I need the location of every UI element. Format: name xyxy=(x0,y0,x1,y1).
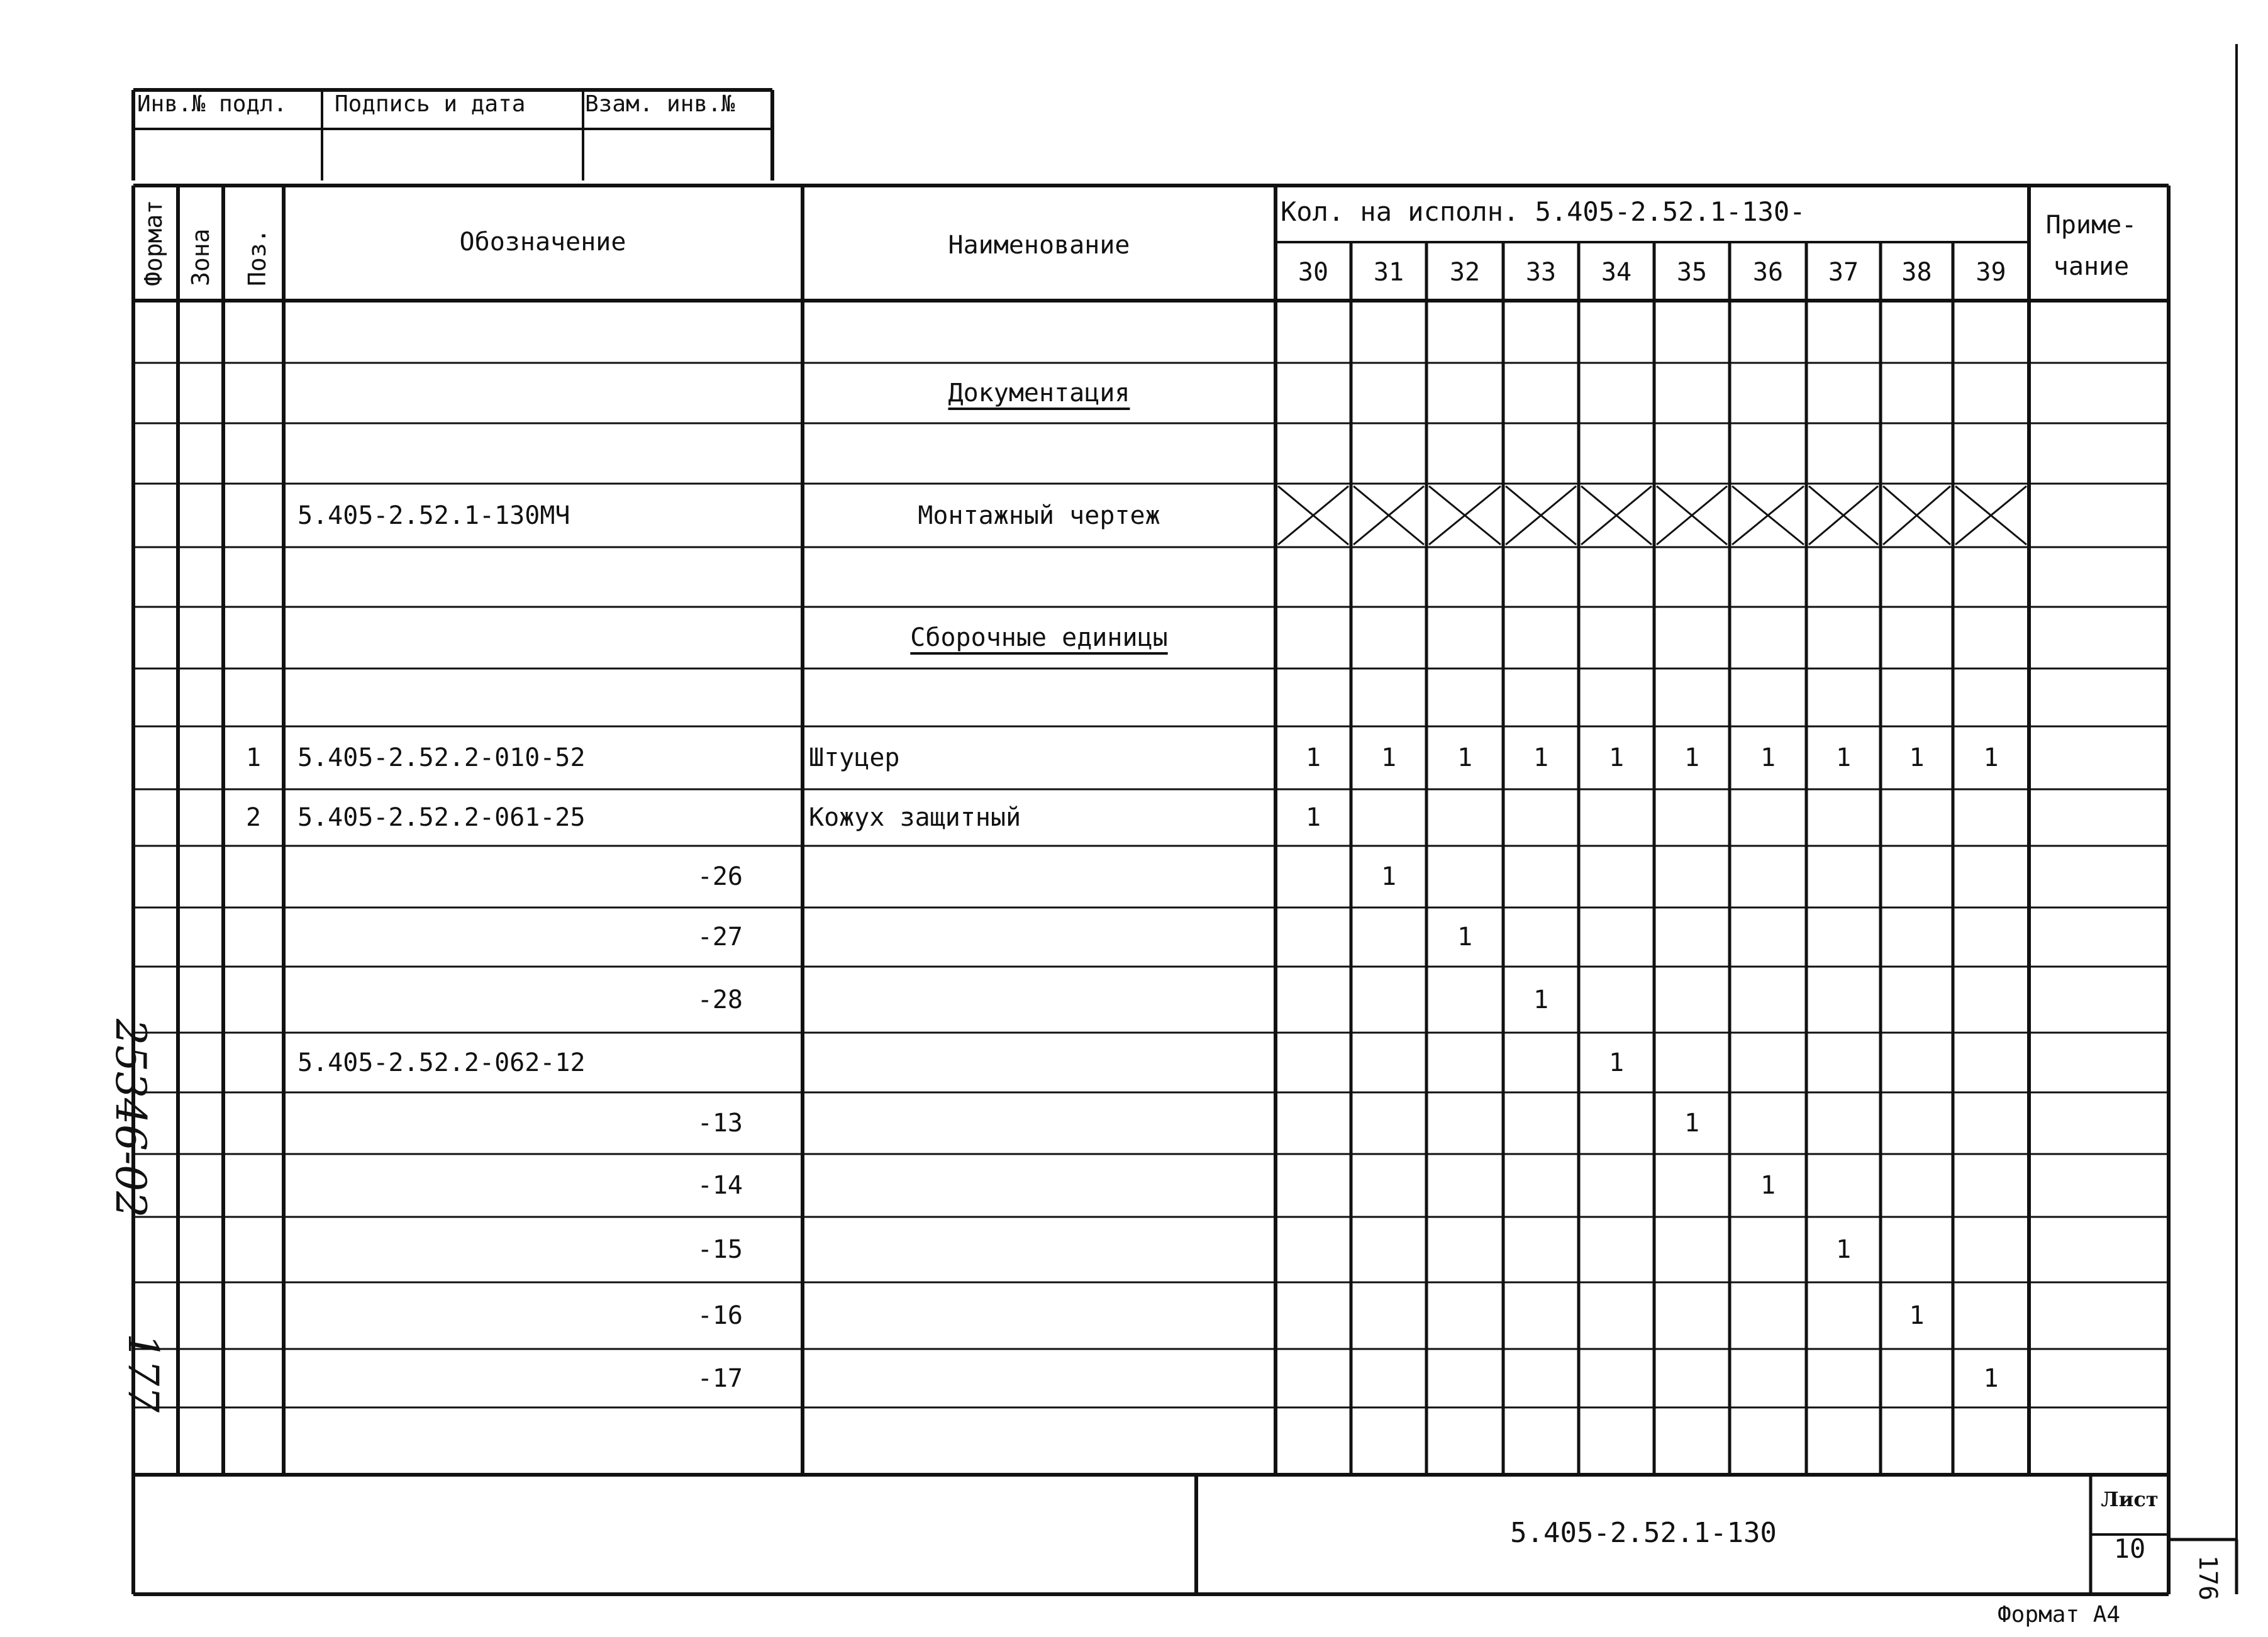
row-designation: -14 xyxy=(697,1171,743,1200)
header-note-line2: чание xyxy=(2053,252,2130,281)
qty-cell: 1 xyxy=(1381,743,1397,772)
qty-cell: 1 xyxy=(1983,1363,1999,1393)
qty-cell: 1 xyxy=(1305,743,1321,772)
qty-cell: 1 xyxy=(1760,743,1776,772)
page-stamp-number: 176 xyxy=(2193,1555,2222,1601)
qty-cell: 1 xyxy=(1909,1301,1925,1330)
qty-cell: 1 xyxy=(1983,743,1999,772)
qty-cell: 1 xyxy=(1909,743,1925,772)
row-designation: -17 xyxy=(697,1363,743,1393)
row-designation: -15 xyxy=(697,1235,743,1264)
stamp-header-replace: Взам. инв.№ xyxy=(585,91,735,117)
header-format: Формат xyxy=(140,199,167,286)
row-designation: -16 xyxy=(697,1301,743,1330)
row-designation: -27 xyxy=(697,923,743,952)
variant-header-39: 39 xyxy=(1976,258,2006,287)
qty-cell: 1 xyxy=(1457,923,1473,952)
sheet-number: 10 xyxy=(2113,1533,2146,1564)
header-name: Наименование xyxy=(948,231,1130,260)
variant-header-36: 36 xyxy=(1752,258,1784,287)
row-designation: 5.405-2.52.2-010-52 xyxy=(297,743,586,772)
variant-header-31: 31 xyxy=(1373,258,1404,287)
variant-header-33: 33 xyxy=(1525,258,1557,287)
row-pos: 2 xyxy=(245,803,262,832)
qty-cell: 1 xyxy=(1684,1109,1700,1138)
row-designation: -13 xyxy=(697,1109,743,1138)
header-designation: Обозначение xyxy=(459,228,626,257)
row-name: Штуцер xyxy=(809,743,900,772)
qty-cell: 1 xyxy=(1684,743,1700,772)
sheet-label: Лист xyxy=(2101,1487,2159,1511)
row-designation: 5.405-2.52.1-130МЧ xyxy=(297,501,570,530)
header-qty-title: Кол. на исполн. 5.405-2.52.1-130- xyxy=(1281,196,1806,227)
section-heading: Документация xyxy=(948,379,1130,408)
qty-cell: 1 xyxy=(1457,743,1473,772)
qty-cell: 1 xyxy=(1608,743,1625,772)
row-designation: 5.405-2.52.2-061-25 xyxy=(297,803,586,832)
variant-header-38: 38 xyxy=(1901,258,1932,287)
qty-cell: 1 xyxy=(1608,1048,1625,1077)
variant-header-34: 34 xyxy=(1601,258,1632,287)
qty-cell: 1 xyxy=(1760,1171,1776,1200)
header-pos: Поз. xyxy=(243,228,271,286)
section-heading: Сборочные единицы xyxy=(910,623,1168,652)
variant-header-32: 32 xyxy=(1449,258,1481,287)
qty-cell: 1 xyxy=(1533,743,1549,772)
handwritten-inventory-number: 25346-02 xyxy=(106,1019,155,1218)
qty-cell: 1 xyxy=(1381,862,1397,891)
qty-cell: 1 xyxy=(1305,803,1321,832)
doc-code: 5.405-2.52.1-130 xyxy=(1510,1517,1777,1549)
qty-cell: 1 xyxy=(1835,743,1852,772)
variant-header-35: 35 xyxy=(1676,258,1708,287)
row-name: Кожух защитный xyxy=(809,803,1021,832)
header-note-line1: Приме- xyxy=(2045,211,2137,240)
row-designation: -28 xyxy=(697,985,743,1014)
header-zone: Зона xyxy=(187,228,214,286)
qty-cell: 1 xyxy=(1835,1235,1852,1264)
stamp-header-signature: Подпись и дата xyxy=(335,91,526,117)
row-designation: 5.405-2.52.2-062-12 xyxy=(297,1048,586,1077)
variant-header-37: 37 xyxy=(1828,258,1859,287)
stamp-header-inv: Инв.№ подл. xyxy=(137,91,287,117)
row-pos: 1 xyxy=(245,743,262,772)
variant-header-30: 30 xyxy=(1298,258,1329,287)
row-name: Монтажный чертеж xyxy=(918,501,1160,530)
format-label: Формат А4 xyxy=(1998,1602,2121,1628)
qty-cell: 1 xyxy=(1533,985,1549,1014)
handwritten-page-number: 177 xyxy=(119,1333,167,1412)
row-designation: -26 xyxy=(697,862,743,891)
